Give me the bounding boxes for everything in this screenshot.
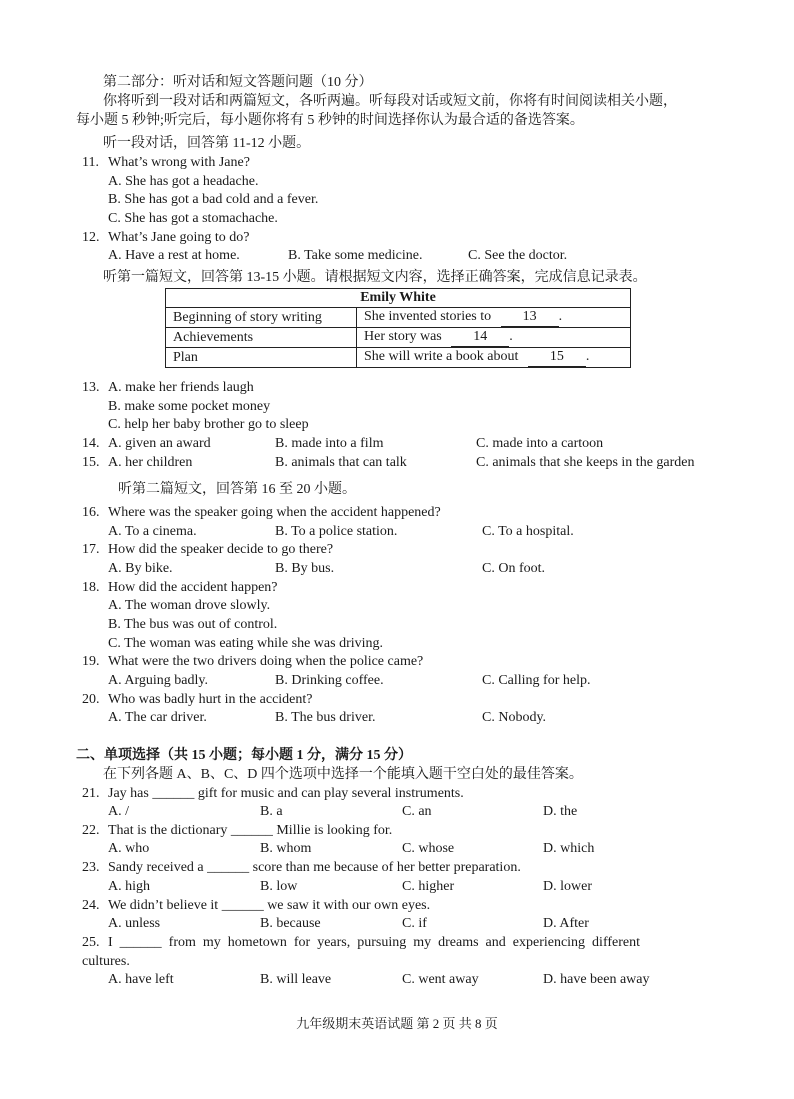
option-a: A. her children bbox=[108, 455, 193, 470]
option-b: B. whom bbox=[260, 841, 312, 856]
table-row bbox=[166, 308, 631, 328]
question-stem: That is the dictionary ______ Millie is looking for. bbox=[108, 823, 393, 838]
option-b: B. because bbox=[260, 916, 321, 931]
option-c: C. made into a cartoon bbox=[476, 436, 604, 451]
question-number: 23. bbox=[82, 860, 100, 875]
passage2-intro: 听第二篇短文，回答第 16 至 20 小题。 bbox=[118, 482, 356, 497]
section2-title: 二、单项选择（共 15 小题；每小题 1 分，满分 15 分） bbox=[76, 748, 412, 763]
option-a: A. unless bbox=[108, 916, 161, 931]
option-a: A. By bike. bbox=[108, 561, 173, 576]
question-stem-continued: cultures. bbox=[82, 954, 130, 969]
option-a: A. The woman drove slowly. bbox=[108, 598, 271, 613]
answer-blank: 14 bbox=[451, 328, 509, 347]
question-stem: What’s Jane going to do? bbox=[108, 230, 250, 245]
option-b: B. a bbox=[260, 804, 283, 819]
option-a: A. high bbox=[108, 879, 150, 894]
option-b: B. The bus driver. bbox=[275, 710, 376, 725]
option-b: B. animals that can talk bbox=[275, 455, 407, 470]
part2-title: 第二部分：听对话和短文答题问题（10 分） bbox=[103, 75, 373, 90]
option-a: A. / bbox=[108, 804, 129, 819]
option-a: A. make her friends laugh bbox=[108, 380, 254, 395]
option-d: D. which bbox=[543, 841, 595, 856]
option-a: A. She has got a headache. bbox=[108, 174, 259, 189]
question-number: 19. bbox=[82, 654, 100, 669]
option-c: C. help her baby brother go to sleep bbox=[108, 417, 309, 432]
answer-blank: 13 bbox=[501, 308, 559, 327]
option-d: D. have been away bbox=[543, 972, 650, 987]
option-b: B. Take some medicine. bbox=[288, 248, 423, 263]
question-number: 24. bbox=[82, 898, 100, 913]
section2-instruction: 在下列各题 A、B、C、D 四个选项中选择一个能填入题干空白处的最佳答案。 bbox=[103, 767, 583, 782]
option-a: A. The car driver. bbox=[108, 710, 207, 725]
option-a: A. Arguing badly. bbox=[108, 673, 208, 688]
info-record-table bbox=[165, 288, 631, 368]
option-b: B. By bus. bbox=[275, 561, 335, 576]
option-c: C. See the doctor. bbox=[468, 248, 568, 263]
option-c: C. Calling for help. bbox=[482, 673, 591, 688]
question-stem: We didn’t believe it ______ we saw it with our own eyes. bbox=[108, 898, 431, 913]
option-a: A. who bbox=[108, 841, 150, 856]
option-a: A. Have a rest at home. bbox=[108, 248, 240, 263]
option-b: B. made into a film bbox=[275, 436, 384, 451]
question-stem: What were the two drivers doing when the police came? bbox=[108, 654, 424, 669]
row-content: She will write a book about 15 . bbox=[357, 348, 631, 368]
question-stem: Who was badly hurt in the accident? bbox=[108, 692, 313, 707]
question-number: 22. bbox=[82, 823, 100, 838]
option-b: B. The bus was out of control. bbox=[108, 617, 278, 632]
question-stem: How did the speaker decide to go there? bbox=[108, 542, 334, 557]
table-title: Emily White bbox=[166, 289, 631, 308]
question-stem: Where was the speaker going when the accident happened? bbox=[108, 505, 441, 520]
question-number: 25. bbox=[82, 935, 100, 950]
question-stem: How did the accident happen? bbox=[108, 580, 278, 595]
question-number: 11. bbox=[82, 155, 99, 170]
question-number: 17. bbox=[82, 542, 100, 557]
row-content: She invented stories to 13 . bbox=[357, 308, 631, 328]
row-label: Achievements bbox=[166, 328, 357, 348]
row-label: Plan bbox=[166, 348, 357, 368]
table-row bbox=[166, 348, 631, 368]
question-number: 12. bbox=[82, 230, 100, 245]
option-b: B. low bbox=[260, 879, 298, 894]
question-stem: Sandy received a ______ score than me because of her better preparation. bbox=[108, 860, 521, 875]
option-c: C. if bbox=[402, 916, 427, 931]
option-b: B. She has got a bad cold and a fever. bbox=[108, 192, 319, 207]
option-a: A. given an award bbox=[108, 436, 211, 451]
row-label: Beginning of story writing bbox=[166, 308, 357, 328]
question-stem: I ______ from my hometown for years, pursuing my dreams and experiencing different bbox=[108, 935, 640, 950]
question-number: 20. bbox=[82, 692, 100, 707]
option-d: D. After bbox=[543, 916, 589, 931]
question-number: 18. bbox=[82, 580, 100, 595]
option-c: C. She has got a stomachache. bbox=[108, 211, 278, 226]
part2-instruction-line2: 每小题 5 秒钟;听完后，每小题你将有 5 秒钟的时间选择你认为最合适的备选答案。 bbox=[76, 113, 584, 128]
option-c: C. whose bbox=[402, 841, 455, 856]
option-c: C. The woman was eating while she was driving. bbox=[108, 636, 384, 651]
option-d: D. the bbox=[543, 804, 578, 819]
option-d: D. lower bbox=[543, 879, 592, 894]
page-footer: 九年级期末英语试题 第 2 页 共 8 页 bbox=[296, 1016, 498, 1031]
question-number: 14. bbox=[82, 436, 100, 451]
option-c: C. higher bbox=[402, 879, 455, 894]
question-stem: Jay has ______ gift for music and can play several instruments. bbox=[108, 786, 464, 801]
option-c: C. went away bbox=[402, 972, 479, 987]
part2-instruction-line1: 你将听到一段对话和两篇短文，各听两遍。听每段对话或短文前，你将有时间阅读相关小题， bbox=[103, 94, 677, 109]
answer-blank: 15 bbox=[528, 348, 586, 367]
question-number: 21. bbox=[82, 786, 100, 801]
option-b: B. Drinking coffee. bbox=[275, 673, 384, 688]
table-row bbox=[166, 328, 631, 348]
option-c: C. On foot. bbox=[482, 561, 545, 576]
question-stem: What’s wrong with Jane? bbox=[108, 155, 250, 170]
row-content: Her story was 14 . bbox=[357, 328, 631, 348]
passage1-intro: 听第一篇短文，回答第 13-15 小题。请根据短文内容，选择正确答案，完成信息记录表。 bbox=[103, 270, 647, 285]
option-c: C. To a hospital. bbox=[482, 524, 574, 539]
dialog-intro: 听一段对话，回答第 11-12 小题。 bbox=[103, 136, 311, 151]
option-a: A. have left bbox=[108, 972, 174, 987]
option-b: B. To a police station. bbox=[275, 524, 398, 539]
question-number: 15. bbox=[82, 455, 100, 470]
question-number: 16. bbox=[82, 505, 100, 520]
option-b: B. will leave bbox=[260, 972, 332, 987]
option-c: C. Nobody. bbox=[482, 710, 547, 725]
option-a: A. To a cinema. bbox=[108, 524, 197, 539]
option-c: C. an bbox=[402, 804, 432, 819]
option-b: B. make some pocket money bbox=[108, 399, 271, 414]
question-number: 13. bbox=[82, 380, 100, 395]
option-c: C. animals that she keeps in the garden bbox=[476, 455, 695, 470]
